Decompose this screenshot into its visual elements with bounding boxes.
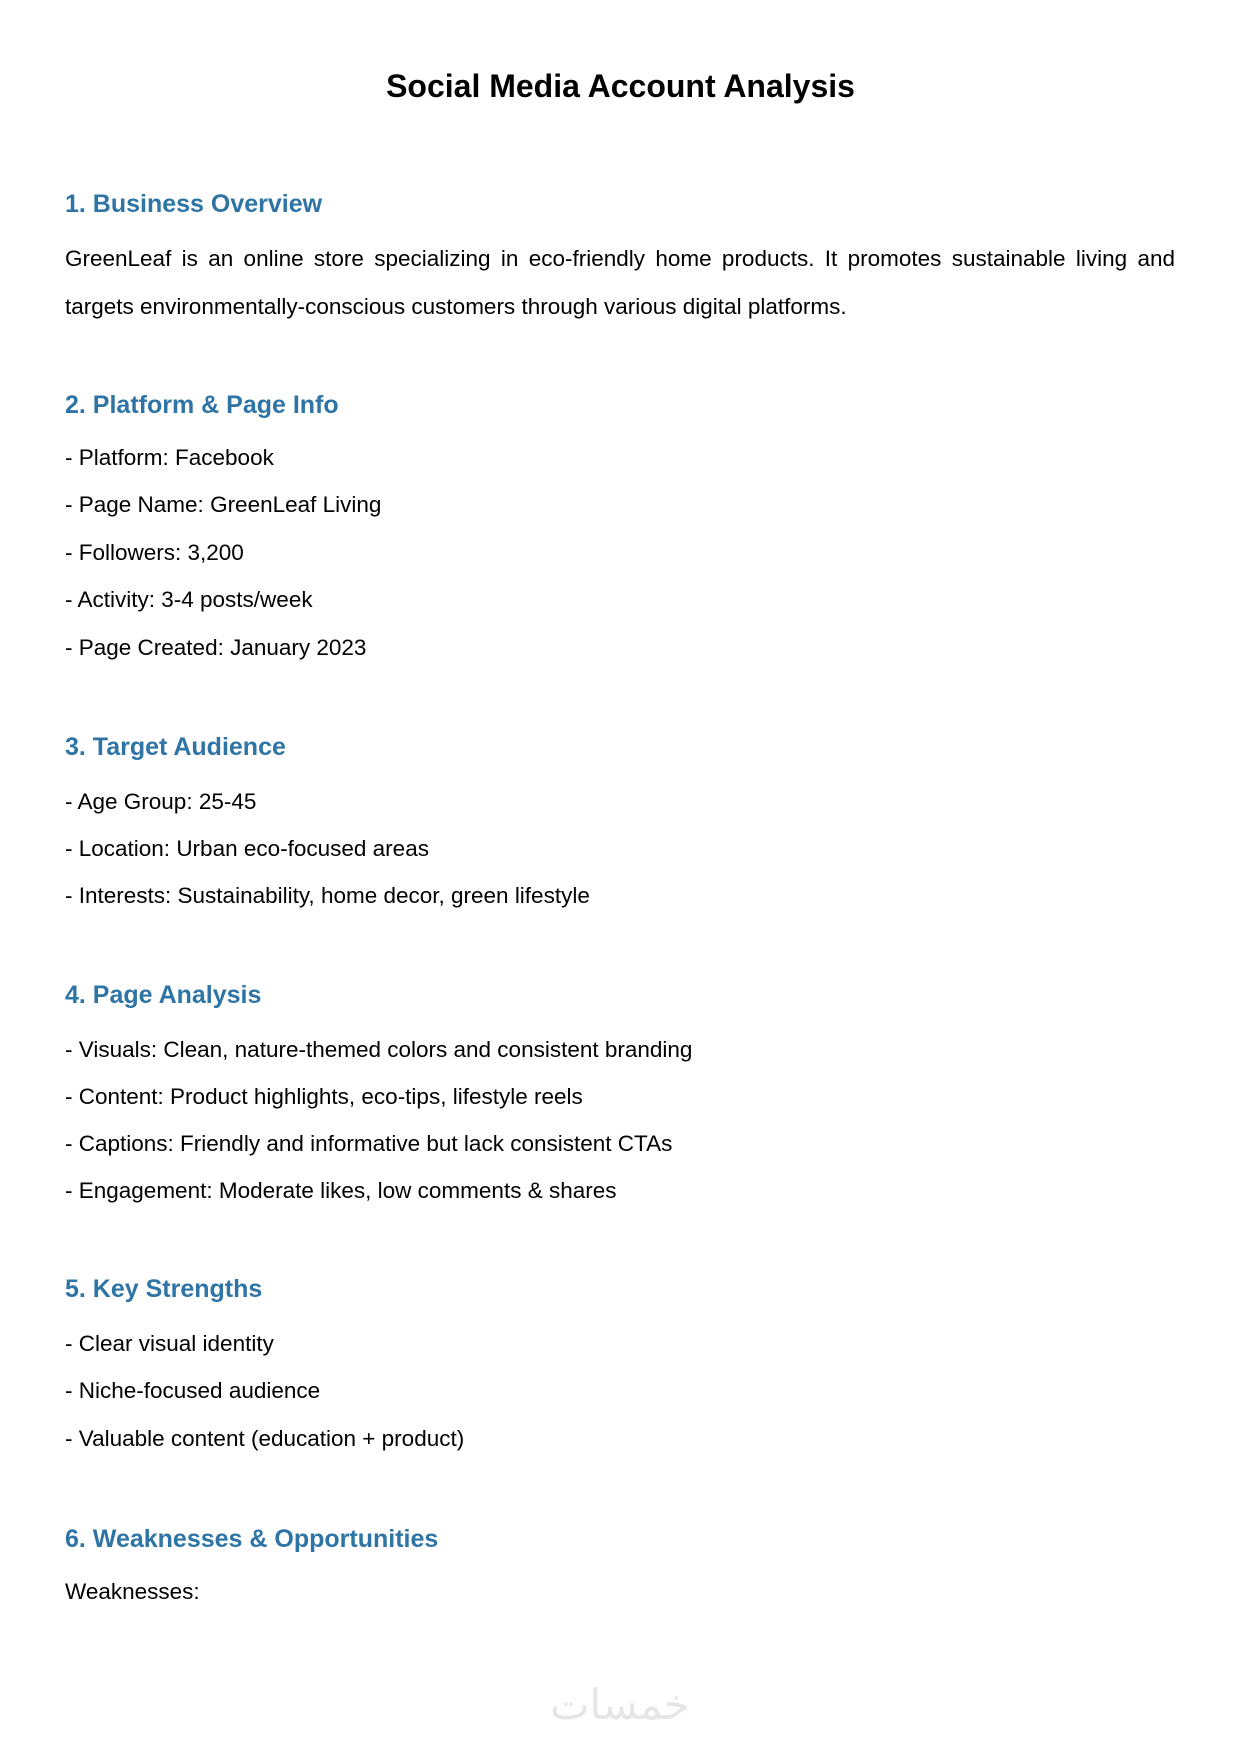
list-item: - Content: Product highlights, eco-tips, lifestyle reels: [65, 1084, 583, 1109]
list-item: - Valuable content (education + product): [65, 1426, 465, 1451]
list-item: - Platform: Facebook: [65, 445, 274, 470]
list-item: - Page Created: January 2023: [65, 635, 367, 660]
list-item: - Captions: Friendly and informative but lack consistent CTAs: [65, 1131, 673, 1156]
list-item: - Interests: Sustainability, home decor, green lifestyle: [65, 883, 590, 908]
list-item: - Visuals: Clean, nature-themed colors and consistent branding: [65, 1037, 693, 1062]
business-overview-paragraph: GreenLeaf is an online store specializing in eco-friendly home products. It promotes sustainable living and targets environmentally-conscious customers through various digital platforms.: [65, 246, 1175, 319]
section-heading-business-overview: 1. Business Overview: [65, 190, 323, 218]
list-item: - Activity: 3-4 posts/week: [65, 587, 313, 612]
section-heading-platform-info: 2. Platform & Page Info: [65, 391, 339, 419]
list-item: - Age Group: 25-45: [65, 789, 257, 814]
section-heading-key-strengths: 5. Key Strengths: [65, 1275, 263, 1303]
weaknesses-label: Weaknesses:: [65, 1579, 200, 1604]
document-title: Social Media Account Analysis: [386, 68, 855, 104]
list-item: - Clear visual identity: [65, 1331, 274, 1356]
section-heading-target-audience: 3. Target Audience: [65, 733, 286, 761]
list-item: - Niche-focused audience: [65, 1378, 321, 1403]
section-heading-page-analysis: 4. Page Analysis: [65, 981, 262, 1009]
section-heading-weaknesses-opportunities: 6. Weaknesses & Opportunities: [65, 1525, 439, 1553]
list-item: - Page Name: GreenLeaf Living: [65, 492, 382, 517]
list-item: - Engagement: Moderate likes, low comments & shares: [65, 1178, 617, 1203]
list-item: - Location: Urban eco-focused areas: [65, 836, 429, 861]
list-item: - Followers: 3,200: [65, 540, 244, 565]
watermark-logo: خمسات: [549, 1680, 691, 1729]
